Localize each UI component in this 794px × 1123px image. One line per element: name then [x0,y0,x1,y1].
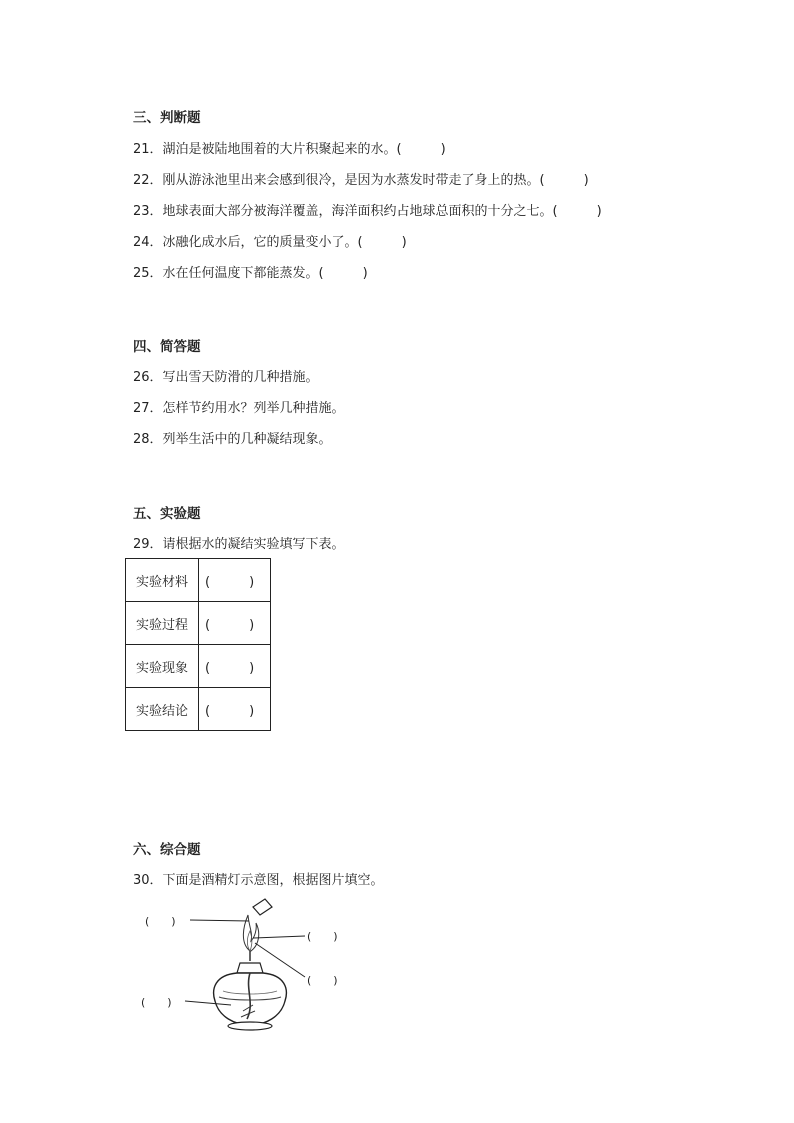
row-label: 实验结论 [126,688,199,731]
row-label: 实验材料 [126,559,199,602]
row-label: 实验现象 [126,645,199,688]
question-24: 24．冰融化成水后，它的质量变小了。( ) [133,235,407,250]
diagram-blank-right-upper: ( ) [307,930,338,943]
question-22: 22．刚从游泳池里出来会感到很冷，是因为水蒸发时带走了身上的热。( ) [133,173,589,188]
question-25: 25．水在任何温度下都能蒸发。( ) [133,266,368,281]
question-30: 30．下面是酒精灯示意图，根据图片填空。 [133,873,384,888]
question-23: 23．地球表面大部分被海洋覆盖，海洋面积约占地球总面积的十分之七。( ) [133,204,602,219]
table-row [126,602,271,645]
diagram-blank-bottom-left: ( ) [141,996,172,1009]
question-27: 27．怎样节约用水？列举几种措施。 [133,401,345,416]
table-row [126,645,271,688]
diagram-blank-right-lower: ( ) [307,974,338,987]
table-row [126,688,271,731]
answer-blank: ( ) [199,559,271,602]
experiment-table [125,558,271,731]
question-26: 26．写出雪天防滑的几种措施。 [133,370,319,385]
section-heading-experiment: 五、实验题 [133,506,201,522]
section-heading-judge: 三、判断题 [133,110,201,126]
alcohol-lamp-diagram [135,893,365,1043]
answer-blank: ( ) [199,688,271,731]
table-row [126,559,271,602]
alcohol-lamp-drawing [135,893,365,1043]
question-28: 28．列举生活中的几种凝结现象。 [133,432,332,447]
section-heading-comprehensive: 六、综合题 [133,842,201,858]
question-29: 29．请根据水的凝结实验填写下表。 [133,537,345,552]
answer-blank: ( ) [199,602,271,645]
question-21: 21．湖泊是被陆地围着的大片积聚起来的水。( ) [133,142,446,157]
section-heading-short: 四、简答题 [133,339,201,355]
row-label: 实验过程 [126,602,199,645]
answer-blank: ( ) [199,645,271,688]
diagram-blank-top-left: ( ) [145,915,176,928]
